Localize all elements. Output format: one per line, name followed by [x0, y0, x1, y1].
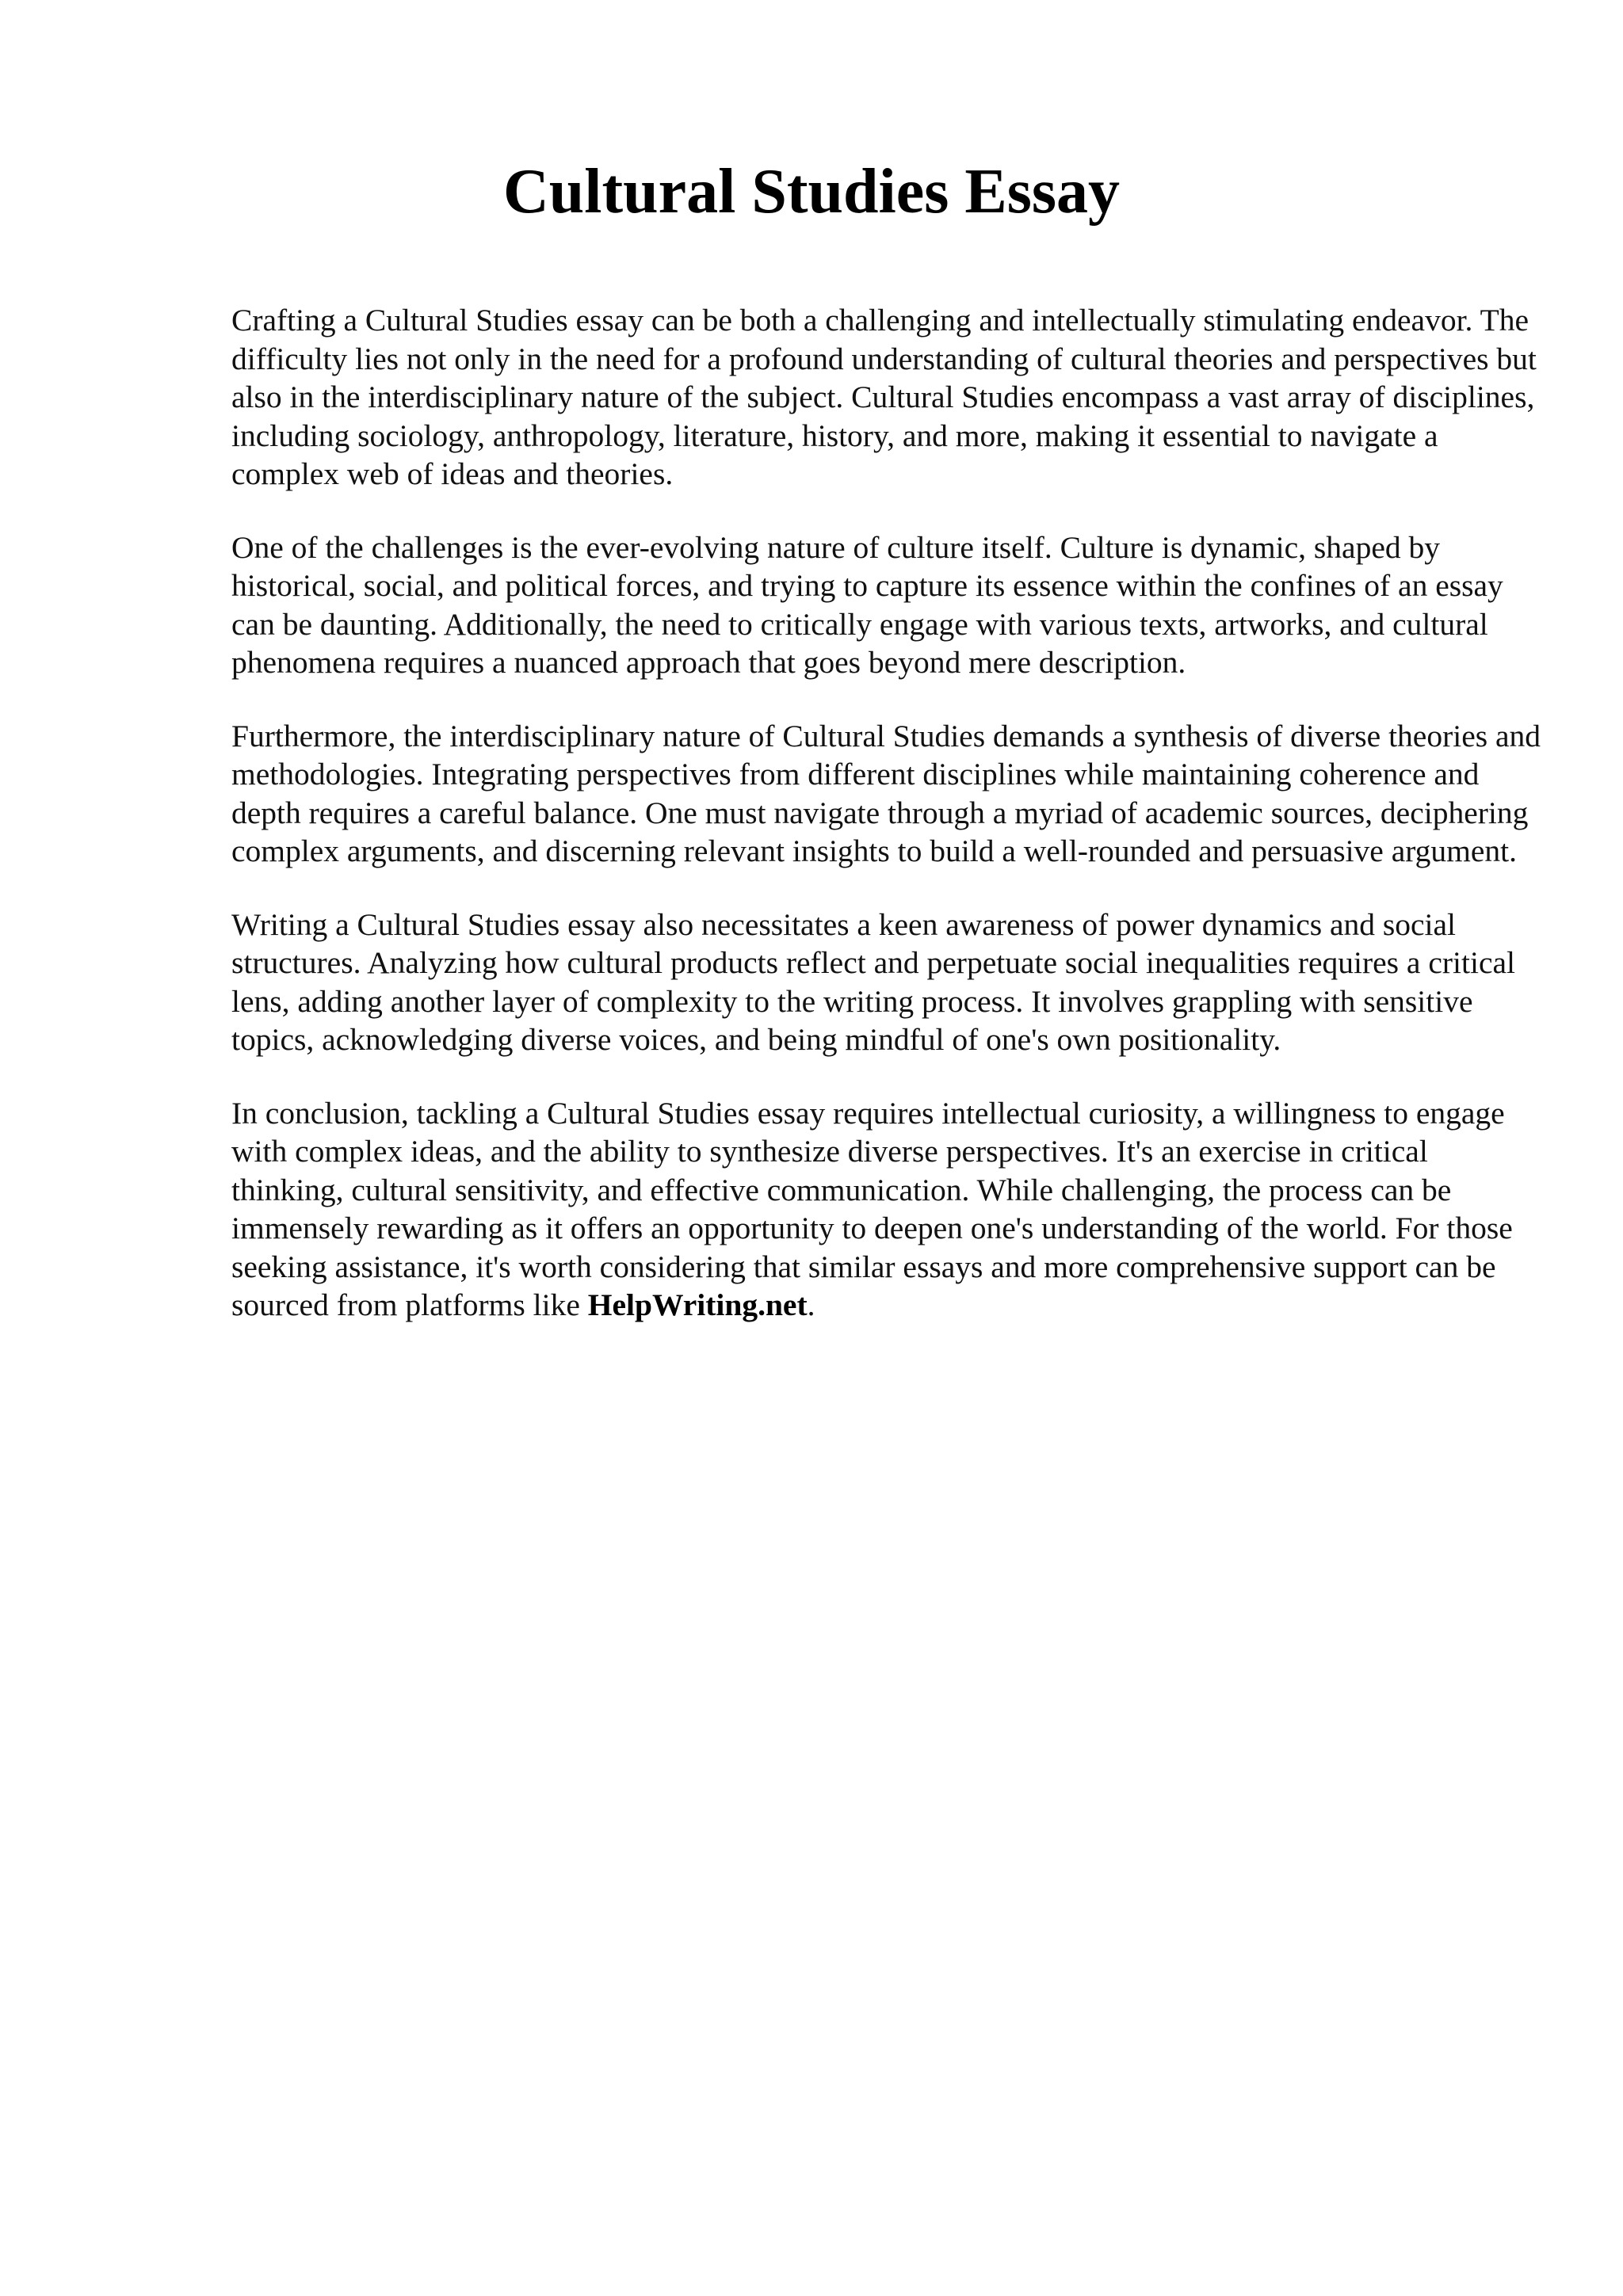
brand-link[interactable]: HelpWriting.net	[587, 1287, 808, 1322]
paragraph-4: Writing a Cultural Studies essay also necessitates a keen awareness of power dynamics and social structures. Analyzing how cultural products reflect and perpetuate social inequalities requires a critical lens, adding another layer of complexity to the writing process. It involves grappling with sensitive topics, acknowledging diverse voices, and being mindful of one's own positionality.	[231, 906, 1515, 1057]
paragraph-1: Crafting a Cultural Studies essay can be both a challenging and intellectually stimulating endeavor. The difficulty lies not only in the need for a profound understanding of cultural theories and perspectives but also in the interdisciplinary nature of the subject. Cultural Studies encompass a vast array of disciplines, including sociology, anthropology, literature, history, and more, making it essential to navigate a complex web of ideas and theories.	[231, 303, 1537, 491]
conclusion-paragraph	[231, 1094, 1547, 1325]
conclusion-end: .	[807, 1287, 815, 1322]
paragraph-2: One of the challenges is the ever-evolving nature of culture itself. Culture is dynamic, shaped by historical, social, and political forces, and trying to capture its essence within the confines of an essay can be daunting. Additionally, the need to critically engage with various texts, artworks, and cultural phenomena requires a nuanced approach that goes beyond mere description.	[231, 529, 1503, 680]
paragraph-3: Furthermore, the interdisciplinary nature of Cultural Studies demands a synthesis of diverse theories and methodologies. Integrating perspectives from different disciplines while maintaining coherence and depth requires a careful balance. One must navigate through a myriad of academic sources, deciphering complex arguments, and discerning relevant insights to build a well-rounded and persuasive argument.	[231, 718, 1541, 868]
essay-body	[231, 301, 1547, 1360]
page-title: Cultural Studies Essay	[503, 157, 1120, 227]
conclusion-text: In conclusion, tackling a Cultural Studies essay requires intellectual curiosity, a willingness to engage with complex ideas, and the ability to synthesize diverse perspectives. It's an exercise in critical thinking, cultural sensitivity, and effective communication. While challenging, the process can be immensely rewarding as it offers an opportunity to deepen one's understanding of the world. For those seeking assistance, it's worth considering that similar essays and more comprehensive support can be sourced from platforms like	[231, 1095, 1513, 1322]
